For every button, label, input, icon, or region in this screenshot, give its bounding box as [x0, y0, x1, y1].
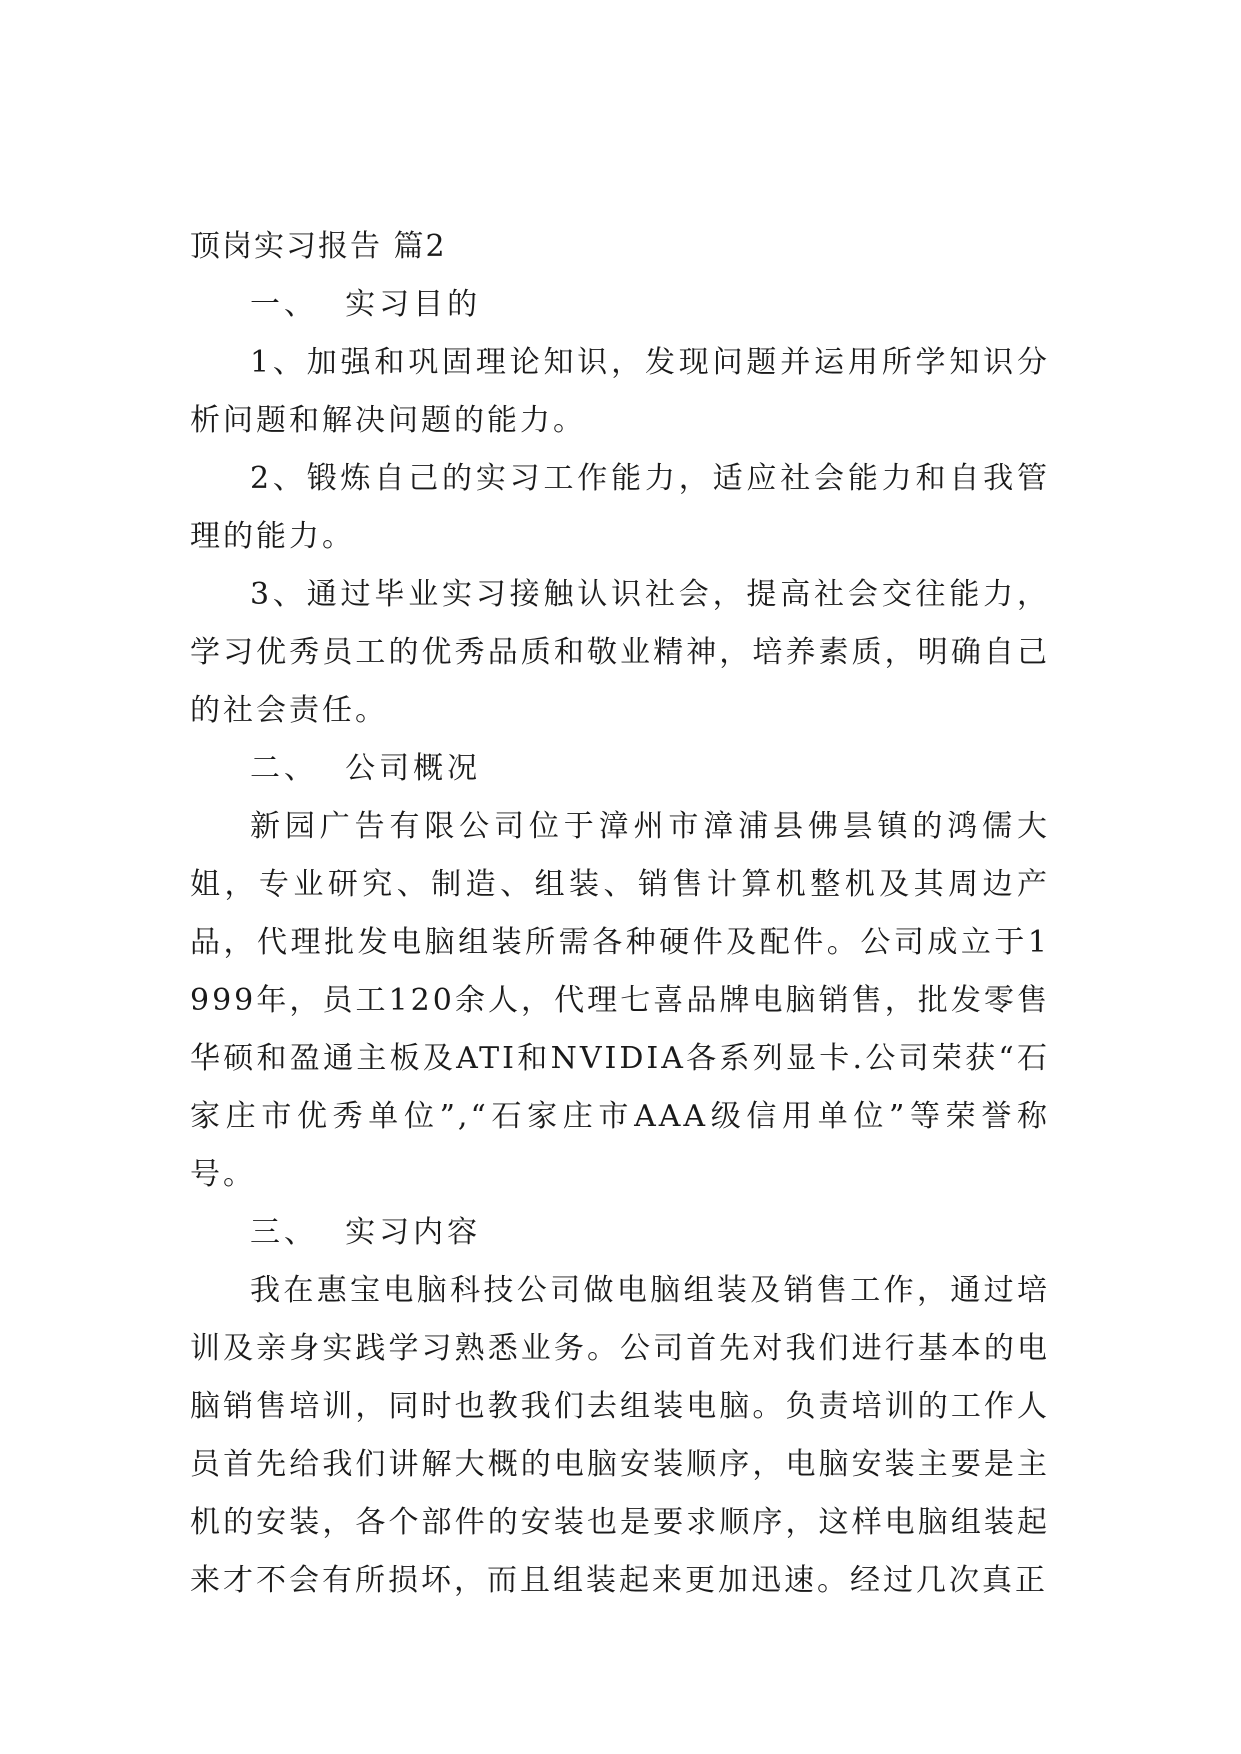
document-title: 顶岗实习报告 篇2	[190, 229, 447, 264]
document-body	[190, 218, 1050, 1610]
section-heading-purpose: 一、 实习目的	[250, 287, 482, 322]
paragraph: 3、通过毕业实习接触认识社会，提高社会交往能力，学习优秀员工的优秀品质和敬业精神，培养素质，明确自己的社会责任。	[190, 577, 1050, 728]
paragraph: 新园广告有限公司位于漳州市漳浦县佛昙镇的鸿儒大姐，专业研究、制造、组装、销售计算机整机及其周边产品，代理批发电脑组装所需各种硬件及配件。公司成立于1999年，员工120余人，代理七喜品牌电脑销售，批发零售华硕和盈通主板及ATI和NVIDIA各系列显卡.公司荣获“石家庄市优秀单位”,“石家庄市AAA级信用单位”等荣誉称号。	[190, 809, 1050, 1192]
paragraph: 2、锻炼自己的实习工作能力，适应社会能力和自我管理的能力。	[190, 461, 1050, 554]
paragraph: 我在惠宝电脑科技公司做电脑组装及销售工作，通过培训及亲身实践学习熟悉业务。公司首先对我们进行基本的电脑销售培训，同时也教我们去组装电脑。负责培训的工作人员首先给我们讲解大概的电脑安装顺序，电脑安装主要是主机的安装，各个部件的安装也是要求顺序，这样电脑组装起来才不会有所损坏，而且组装起来更加迅速。经过几次真正	[190, 1273, 1050, 1598]
paragraph: 1、加强和巩固理论知识，发现问题并运用所学知识分析问题和解决问题的能力。	[190, 345, 1050, 438]
section-heading-content: 三、 实习内容	[250, 1215, 482, 1250]
section-heading-company: 二、 公司概况	[250, 751, 482, 786]
